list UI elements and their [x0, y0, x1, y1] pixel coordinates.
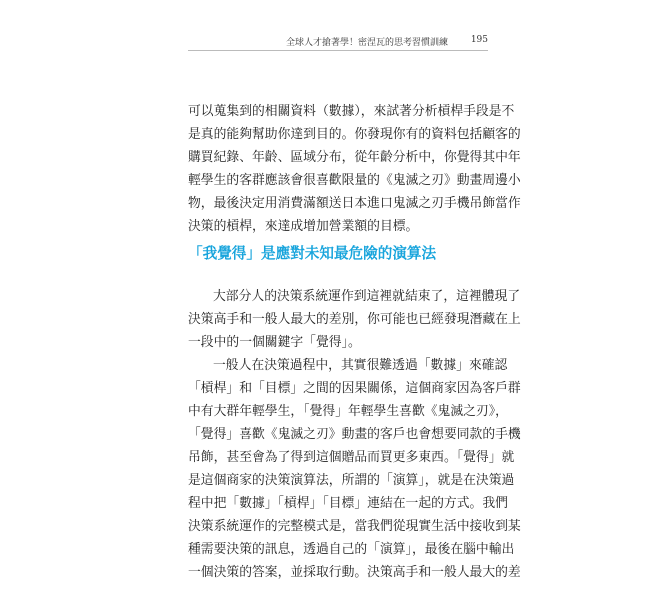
- paragraph-continued: [188, 100, 521, 238]
- text-line: 一般人在決策過程中，其實很難透過「數據」來確認: [213, 358, 508, 373]
- section-body: [188, 285, 521, 584]
- text-line: 決策系統運作的完整模式是，當我們從現實生活中接收到某: [188, 519, 521, 534]
- section-heading: 「我覺得」是應對未知最危險的演算法: [188, 245, 437, 262]
- text-line: 購買紀錄、年齡、區域分布，從年齡分析中，你覺得其中年: [188, 150, 521, 165]
- running-title: 全球人才搶著學！密涅瓦的思考習慣訓練: [285, 38, 448, 48]
- running-header: [188, 33, 488, 49]
- text-line: 一段中的一個關鍵字「覺得」。: [188, 335, 361, 350]
- text-line: 決策的槓桿，來達成增加營業額的目標。: [188, 219, 419, 234]
- text-line: 程中把「數據」「槓桿」「目標」連結在一起的方式。我們: [188, 496, 508, 511]
- text-line: 一個決策的答案，並採取行動。決策高手和一般人最大的差: [188, 565, 521, 580]
- page-number: 195: [470, 35, 488, 45]
- text-line: 大部分人的決策系統運作到這裡就結束了，這裡體現了: [213, 289, 521, 304]
- text-line: 中有大群年輕學生，「覺得」年輕學生喜歡《鬼滅之刃》，: [188, 404, 508, 419]
- text-line: 「覺得」喜歡《鬼滅之刃》動畫的客戶也會想要同款的手機: [188, 427, 521, 442]
- text-line: 吊飾，甚至會為了得到這個贈品而買更多東西。「覺得」就: [188, 450, 515, 465]
- header-rule: [188, 50, 488, 51]
- text-line: 是真的能夠幫助你達到目的。你發現你有的資料包括顧客的: [188, 127, 521, 142]
- text-line: 「槓桿」和「目標」之間的因果關係，這個商家因為客戶群: [188, 381, 521, 396]
- text-line: 種需要決策的訊息，透過自己的「演算」，最後在腦中輸出: [188, 542, 515, 557]
- text-line: 可以蒐集到的相關資料（數據），來試著分析槓桿手段是不: [188, 104, 515, 119]
- text-line: 物，最後決定用消費滿額送日本進口鬼滅之刃手機吊飾當作: [188, 196, 521, 211]
- text-line: 決策高手和一般人最大的差別，你可能也已經發現潛藏在上: [188, 312, 521, 327]
- text-line: 是這個商家的決策演算法，所謂的「演算」，就是在決策過: [188, 473, 515, 488]
- text-line: 輕學生的客群應該會很喜歡限量的《鬼滅之刃》動畫周邊小: [188, 173, 521, 188]
